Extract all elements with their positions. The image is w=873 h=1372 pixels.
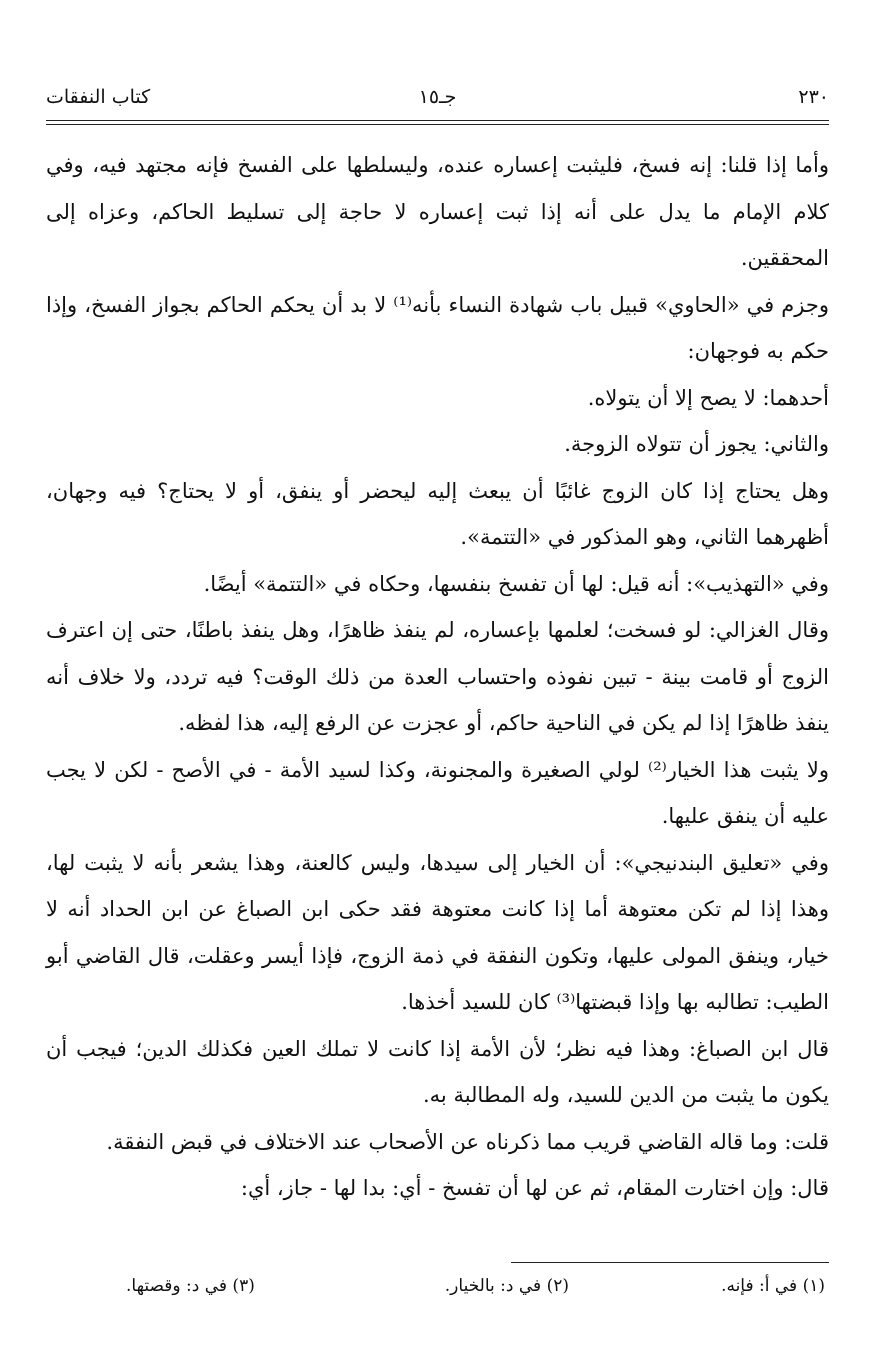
footnote-rule	[511, 1262, 829, 1263]
footnotes	[46, 1276, 829, 1306]
paragraph: قال: وإن اختارت المقام، ثم عن لها أن تفسخ - أي: بدا لها - جاز، أي:	[240, 1176, 829, 1200]
footnote-2: (٢) في د: بالخيار.	[444, 1276, 569, 1296]
paragraph: أحدهما: لا يصح إلا أن يتولاه.	[587, 385, 829, 410]
paragraph: والثاني: يجوز أن تتولاه الزوجة.	[564, 432, 829, 456]
paragraph: وجزم في «الحاوي» قبيل باب شهادة النساء بأنه⁽¹⁾ لا بد أن يحكم الحاكم بجواز الفسخ، وإذا حكم به فوجهان:	[46, 292, 830, 363]
footnote-1: (١) في أ: فإنه.	[721, 1276, 825, 1296]
page-header	[46, 86, 829, 116]
paragraph: وهل يحتاج إذا كان الزوج غائبًا أن يبعث إليه ليحضر أو ينفق، أو لا يحتاج؟ فيه وجهان، أظهرهما الثاني، وهو المذكور في «التتمة».	[46, 478, 829, 549]
paragraph: وأما إذا قلنا: إنه فسخ، فليثبت إعساره عنده، وليسلطها على الفسخ فإنه مجتهد فيه، وفي كلام الإمام ما يدل على أنه إذا ثبت إعساره لا حاجة إلى تسليط الحاكم، وعزاه إلى المحققين.	[46, 153, 829, 270]
paragraph: ولا يثبت هذا الخيار⁽²⁾ لولي الصغيرة والمجنونة، وكذا لسيد الأمة - في الأصح - لكن لا يجب عليه أن ينفق عليها.	[46, 757, 829, 828]
footnote-3: (٣) في د: وقصتها.	[126, 1276, 255, 1296]
main-text	[46, 142, 829, 1212]
paragraph: وقال الغزالي: لو فسخت؛ لعلمها بإعساره، لم ينفذ ظاهرًا، وهل ينفذ باطنًا، حتى إن اعترف الزوج أو قامت بينة - تبين نفوذه واحتساب العدة من ذلك الوقت؟ فيه تردد، ولا خلاف أنه ينفذ ظاهرًا إذا لم يكن في الناحية حاكم، أو عجزت عن الرفع إليه، هذا لفظه.	[46, 618, 829, 735]
paragraph: قال ابن الصباغ: وهذا فيه نظر؛ لأن الأمة إذا كانت لا تملك العين فكذلك الدين؛ فيجب أن يكون ما يثبت من الدين للسيد، وله المطالبة به.	[46, 1036, 829, 1107]
volume-label: جـ١٥	[418, 86, 457, 108]
header-rule-top	[46, 120, 829, 121]
paragraph: قلت: وما قاله القاضي قريب مما ذكرناه عن الأصحاب عند الاختلاف في قبض النفقة.	[106, 1129, 829, 1154]
paragraph: وفي «التهذيب»: أنه قيل: لها أن تفسخ بنفسها، وحكاه في «التتمة» أيضًا.	[203, 571, 829, 596]
header-rule-bottom	[46, 124, 829, 125]
page-number: ٢٣٠	[798, 86, 829, 108]
book-title: كتاب النفقات	[46, 86, 151, 108]
book-page	[46, 0, 829, 1372]
paragraph: وفي «تعليق البندنيجي»: أن الخيار إلى سيدها، وليس كالعنة، وهذا يشعر بأنه لا يثبت لها، وهذا إذا لم تكن معتوهة أما إذا كانت معتوهة فقد حكى ابن الصباغ عن ابن الحداد أنه لا خيار، وينفق المولى عليها، وتكون النفقة في ذمة الزوج، فإذا أيسر وعقلت، قال القاضي أبو الطيب: تطالبه بها وإذا قبضتها⁽³⁾ كان للسيد أخذها.	[46, 850, 829, 1014]
